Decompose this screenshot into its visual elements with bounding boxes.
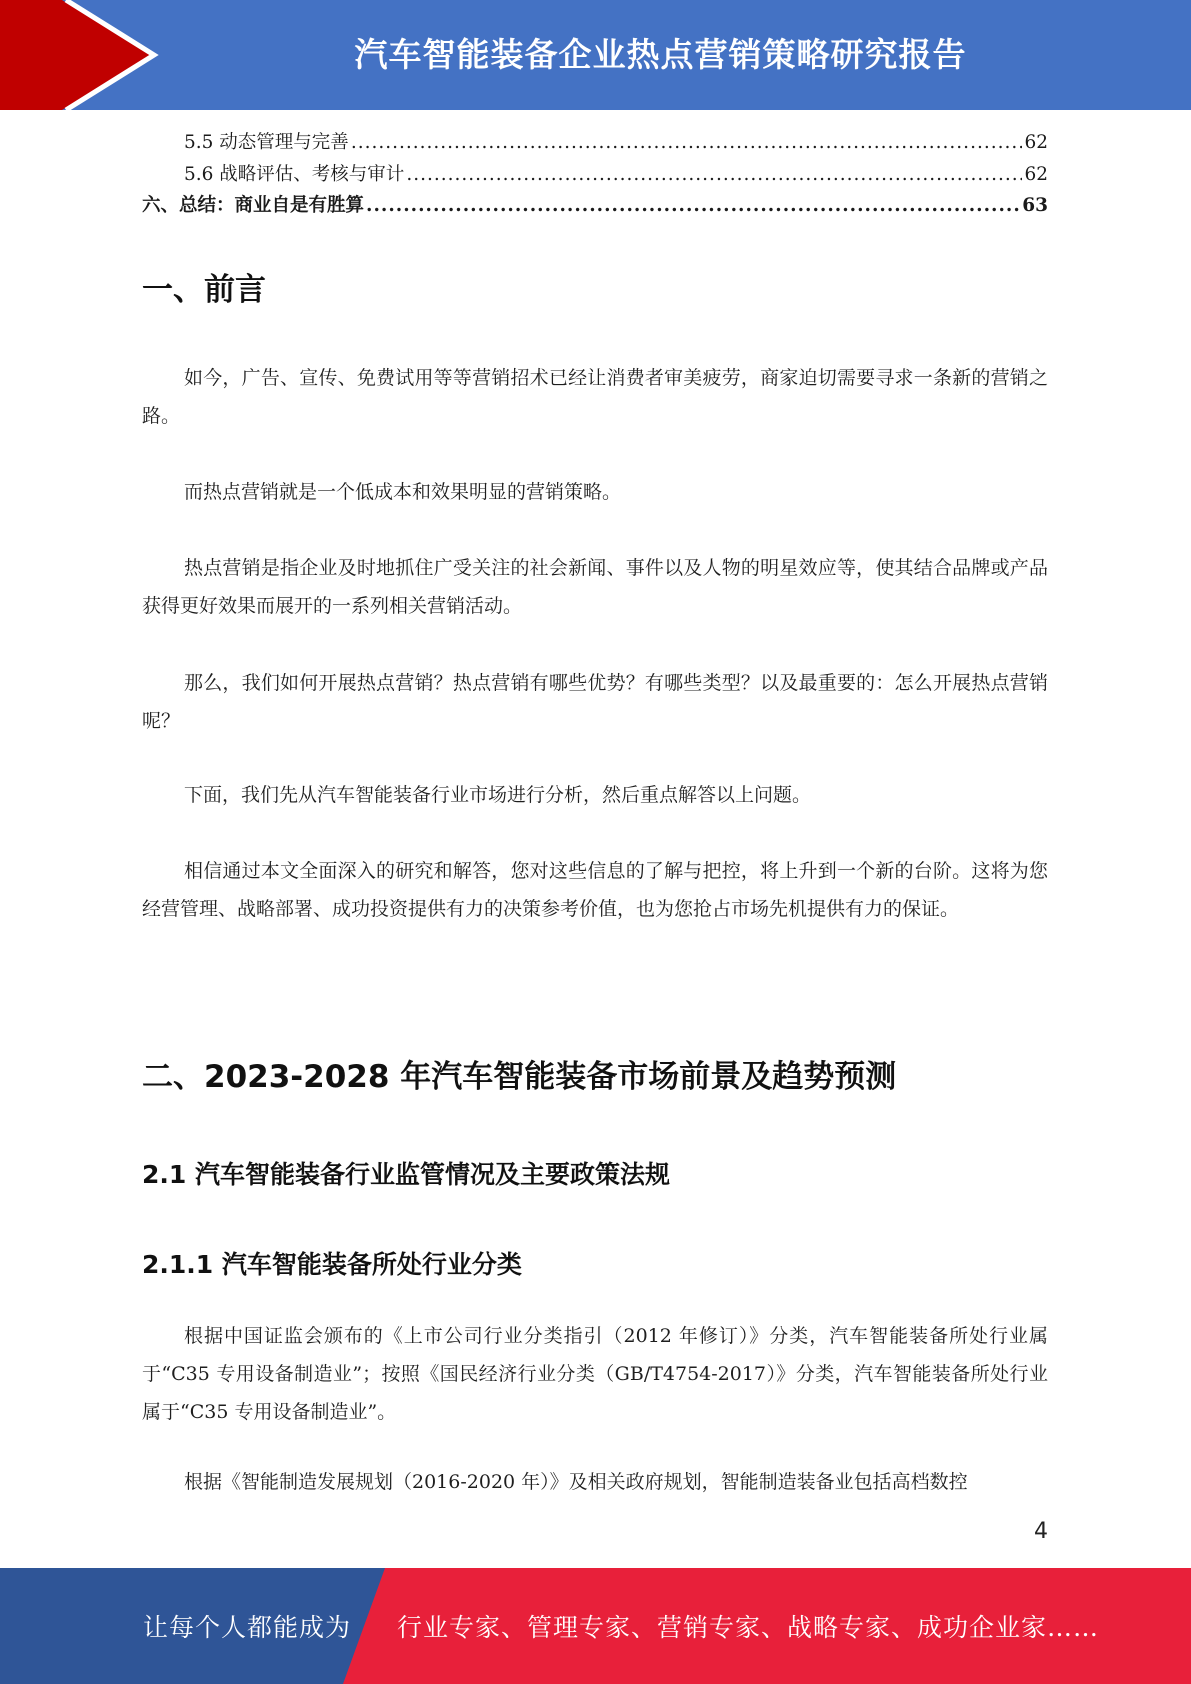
page-header bbox=[0, 0, 1191, 110]
body-paragraph: 根据中国证监会颁布的《上市公司行业分类指引（2012 年修订）》分类，汽车智能装备所处行业属于“C35 专用设备制造业”；按照《国民经济行业分类（GB/T4754-2017）》分类，汽车智能装备所处行业属于“C35 专用设备制造业”。 bbox=[142, 1325, 1048, 1423]
page-footer bbox=[0, 1568, 1191, 1684]
toc-entry[interactable] bbox=[142, 160, 1048, 192]
subsection-heading: 2.1 汽车智能装备行业监管情况及主要政策法规 bbox=[142, 1160, 670, 1189]
section-heading: 一、前言 bbox=[142, 272, 266, 308]
toc-entry-page: 62 bbox=[1024, 163, 1048, 185]
body-paragraph: 那么，我们如何开展热点营销？热点营销有哪些优势？有哪些类型？以及最重要的：怎么开展热点营销呢？ bbox=[142, 672, 1048, 732]
toc-leader-dots bbox=[366, 195, 1020, 216]
body-paragraph: 而热点营销就是一个低成本和效果明显的营销策略。 bbox=[184, 481, 622, 503]
table-of-contents bbox=[142, 128, 1048, 223]
body-paragraph: 下面，我们先从汽车智能装备行业市场进行分析，然后重点解答以上问题。 bbox=[184, 784, 812, 806]
page-number: 4 bbox=[1034, 1519, 1048, 1544]
toc-entry-label: 六、总结：商业自是有胜算 bbox=[142, 195, 365, 216]
footer-slogan-left: 让每个人都能成为 bbox=[143, 1613, 352, 1642]
subsection-heading: 2.1.1 汽车智能装备所处行业分类 bbox=[142, 1250, 522, 1279]
toc-leader-dots bbox=[406, 164, 1022, 185]
toc-entry[interactable] bbox=[142, 191, 1048, 223]
toc-entry-label: 5.6 战略评估、考核与审计 bbox=[184, 163, 405, 185]
body-paragraph: 根据《智能制造发展规划（2016-2020 年）》及相关政府规划，智能制造装备业包括高档数控 bbox=[184, 1471, 968, 1493]
red-chevron bbox=[0, 0, 150, 110]
toc-leader-dots bbox=[351, 132, 1023, 153]
body-paragraph: 如今，广告、宣传、免费试用等等营销招术已经让消费者审美疲劳，商家迫切需要寻求一条新的营销之路。 bbox=[142, 367, 1048, 427]
body-paragraph: 相信通过本文全面深入的研究和解答，您对这些信息的了解与把控，将上升到一个新的台阶。这将为您经营管理、战略部署、成功投资提供有力的决策参考价值，也为您抢占市场先机提供有力的保证。 bbox=[142, 860, 1048, 920]
toc-entry-page: 62 bbox=[1024, 132, 1048, 153]
footer-slogan-right: 行业专家、管理专家、营销专家、战略专家、成功企业家…… bbox=[397, 1613, 1100, 1642]
body-paragraph: 热点营销是指企业及时地抓住广受关注的社会新闻、事件以及人物的明星效应等，使其结合品牌或产品获得更好效果而展开的一系列相关营销活动。 bbox=[142, 557, 1048, 617]
report-title: 汽车智能装备企业热点营销策略研究报告 bbox=[354, 34, 967, 74]
section-heading: 二、2023-2028 年汽车智能装备市场前景及趋势预测 bbox=[142, 1059, 897, 1095]
toc-entry-label: 5.5 动态管理与完善 bbox=[184, 132, 349, 153]
toc-entry-page: 63 bbox=[1022, 195, 1048, 216]
toc-entry[interactable] bbox=[142, 128, 1048, 160]
